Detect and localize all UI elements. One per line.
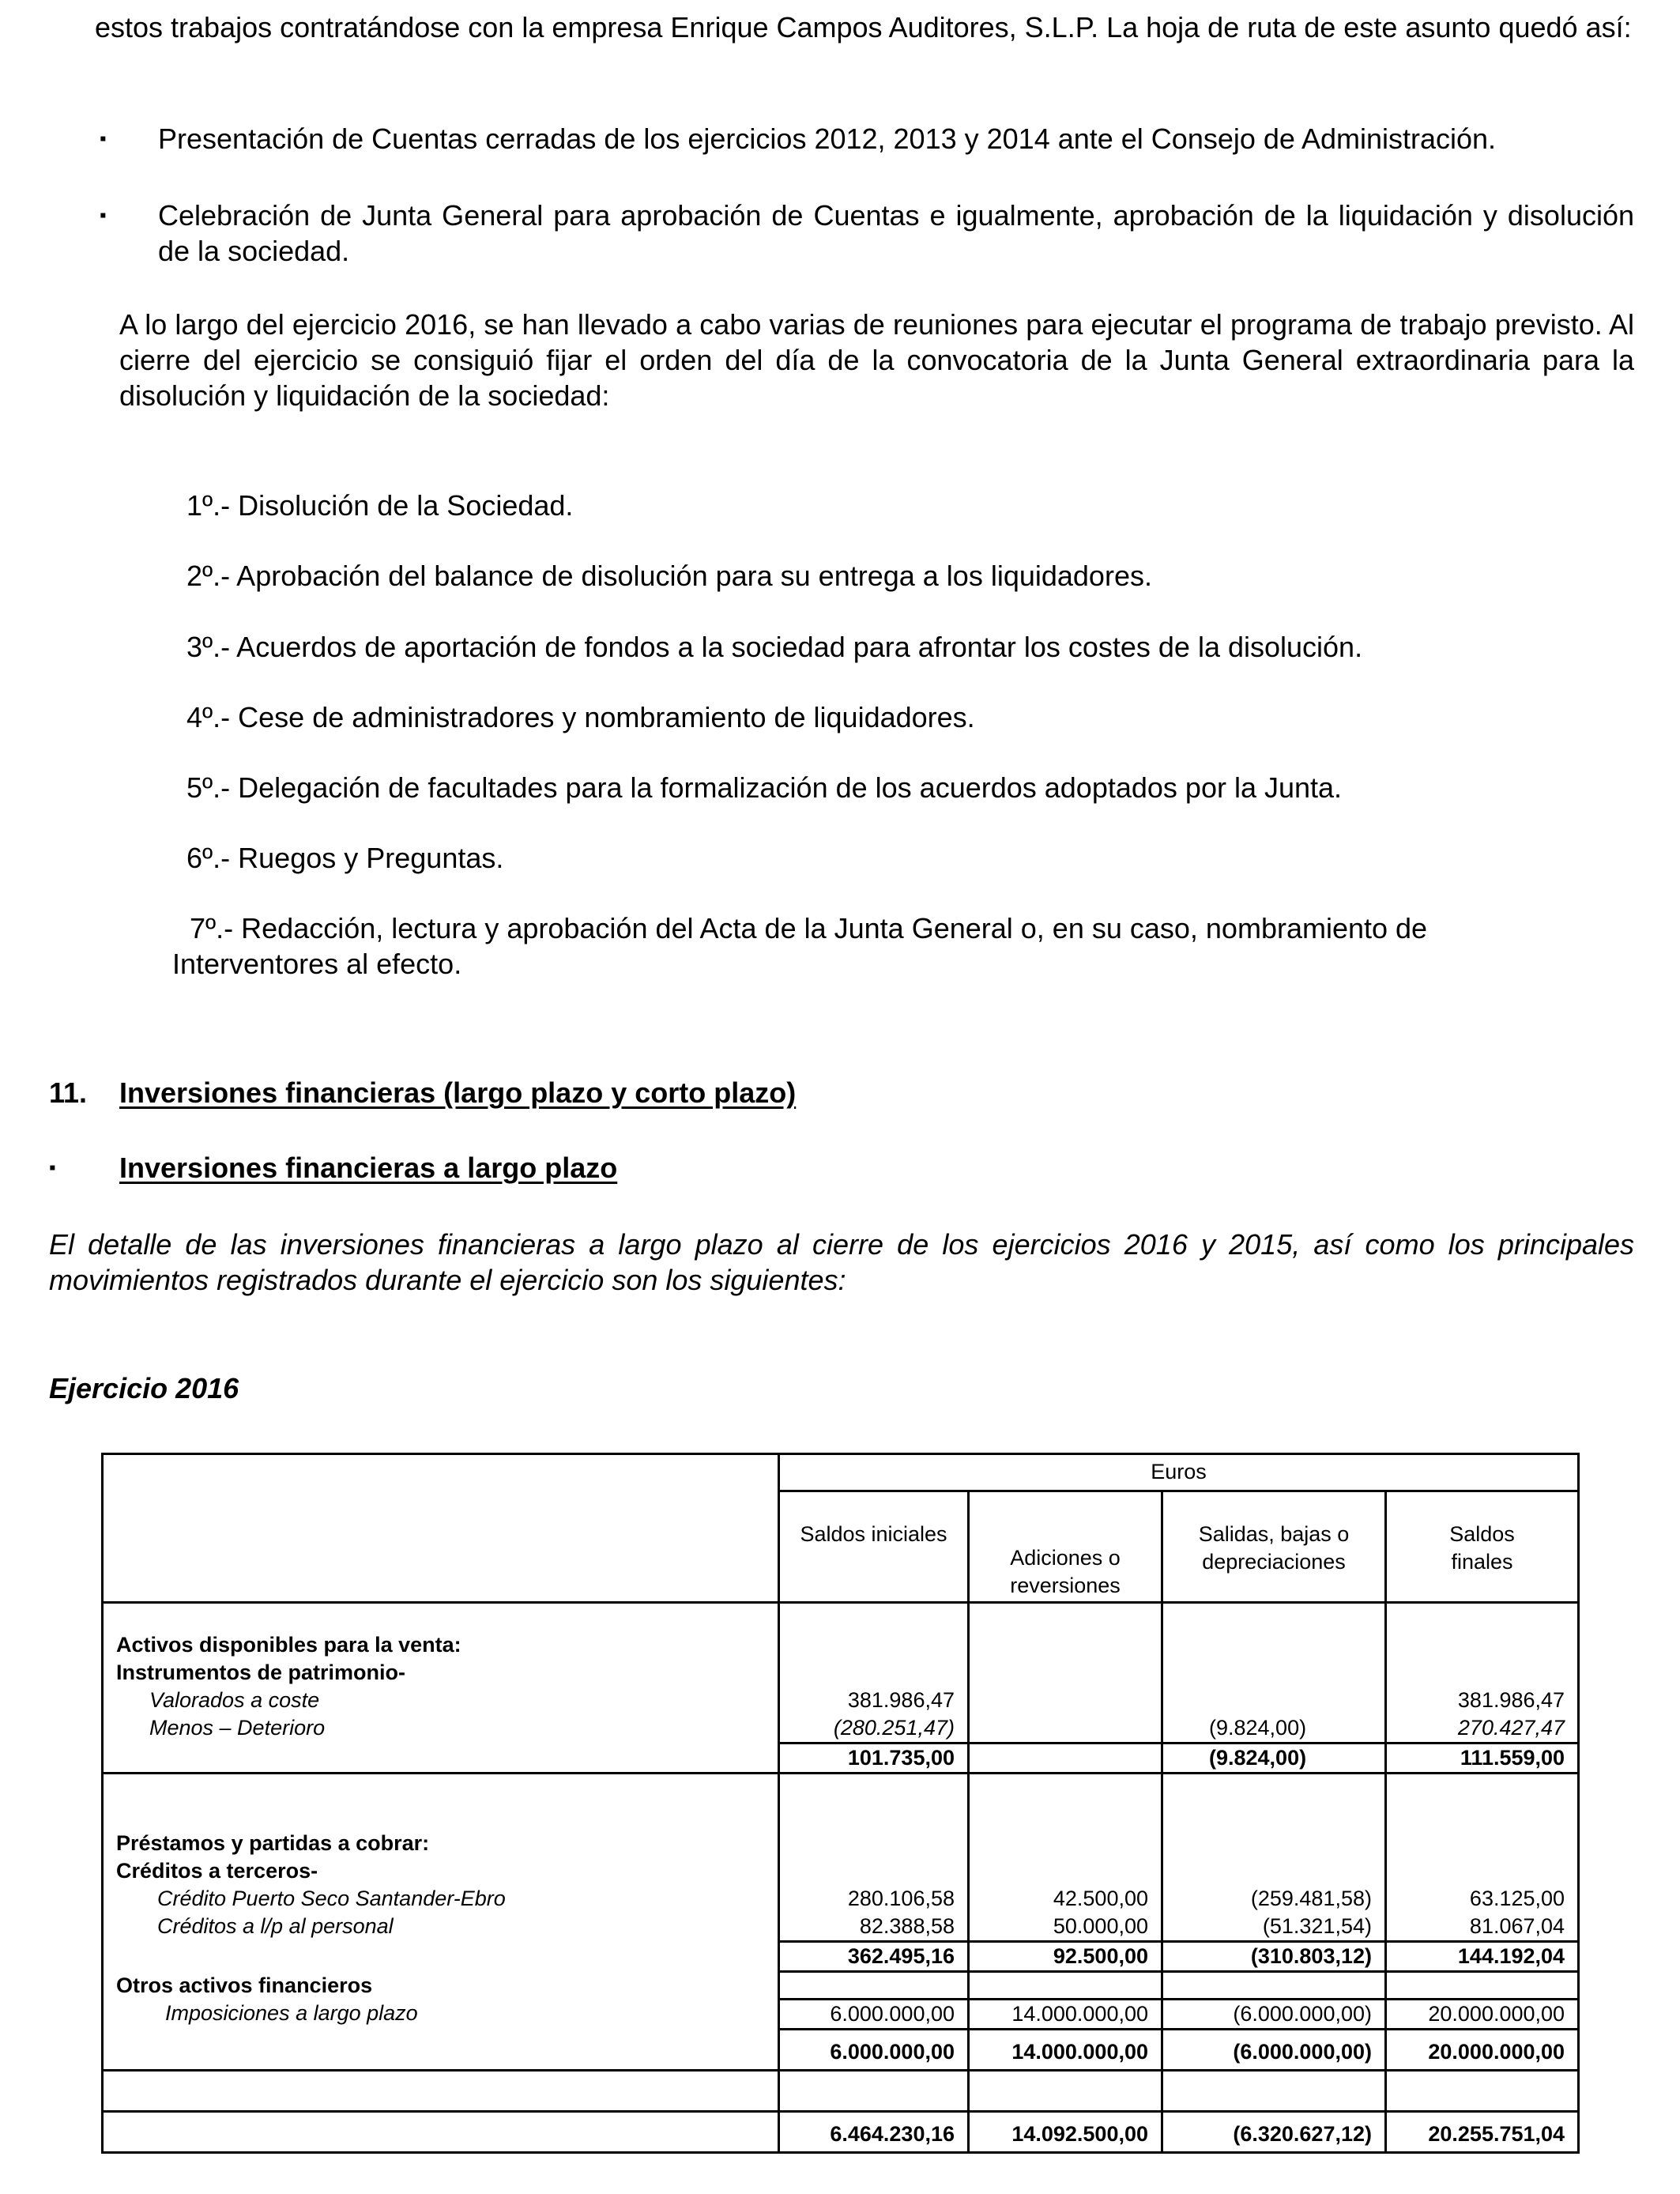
year-heading: Ejercicio 2016 xyxy=(49,1372,239,1404)
group-title: Préstamos y partidas a cobrar: xyxy=(103,1774,779,1858)
bullet-icon: ▪ xyxy=(100,128,107,149)
total-value: 20.255.751,04 xyxy=(1386,2112,1579,2153)
group-title: Otros activos financieros xyxy=(103,1972,779,2000)
agenda-item: 6º.- Ruegos y Preguntas. xyxy=(186,842,504,874)
column-header: Salidas, bajas o depreciaciones xyxy=(1162,1491,1386,1603)
bullet-icon: ▪ xyxy=(100,205,107,226)
agenda-item: 4º.- Cese de administradores y nombramiento de liquidadores. xyxy=(186,701,975,733)
row-label: Menos – Deterioro xyxy=(103,1714,779,1744)
agenda-item: 1º.- Disolución de la Sociedad. xyxy=(186,489,574,522)
subtotal-value: (9.824,00) xyxy=(1162,1744,1386,1774)
column-header: Adiciones o reversiones xyxy=(969,1491,1162,1603)
subsection-title: Inversiones financieras a largo plazo xyxy=(119,1152,618,1184)
row-label: Valorados a coste xyxy=(103,1687,779,1714)
bullet-item: Presentación de Cuentas cerradas de los ejercicios 2012, 2013 y 2014 ante el Consejo de Administración. xyxy=(158,123,1497,155)
cell-value: (259.481,58) xyxy=(1162,1885,1386,1913)
cell-value: (6.000.000,00) xyxy=(1162,2000,1386,2030)
cell-value: 81.067,04 xyxy=(1386,1913,1579,1942)
cell-value: (9.824,00) xyxy=(1162,1714,1386,1744)
subtotal-value: 14.000.000,00 xyxy=(969,2030,1162,2071)
cell-value: 280.106,58 xyxy=(779,1885,969,1913)
currency-header: Euros xyxy=(779,1454,1579,1491)
subtotal-value xyxy=(969,1744,1162,1774)
total-value: 6.464.230,16 xyxy=(779,2112,969,2153)
row-label: Créditos a l/p al personal xyxy=(103,1913,779,1942)
subtotal-value: 6.000.000,00 xyxy=(779,2030,969,2071)
group-subtitle: Créditos a terceros- xyxy=(103,1857,779,1885)
financial-investments-table xyxy=(101,1453,1580,2154)
bullet-item: Celebración de Junta General para aprobación de Cuentas e igualmente, aprobación de la liquidación y disolución de la sociedad. xyxy=(158,199,1634,267)
intro-paragraph: estos trabajos contratándose con la empresa Enrique Campos Auditores, S.L.P. La hoja de ruta de este asunto quedó así: xyxy=(95,11,1632,43)
section-number: 11. xyxy=(49,1076,88,1109)
subtotal-value: 20.000.000,00 xyxy=(1386,2030,1579,2071)
cell-value: 6.000.000,00 xyxy=(779,2000,969,2030)
cell-value: 270.427,47 xyxy=(1386,1714,1579,1744)
cell-value: 82.388,58 xyxy=(779,1913,969,1942)
header-blank xyxy=(103,1454,779,1603)
cell-value xyxy=(969,1687,1162,1714)
subtotal-value: 144.192,04 xyxy=(1386,1942,1579,1972)
cell-value: 50.000,00 xyxy=(969,1913,1162,1942)
subtotal-value: 111.559,00 xyxy=(1386,1744,1579,1774)
cell-value: (280.251,47) xyxy=(779,1714,969,1744)
cell-value: 14.000.000,00 xyxy=(969,2000,1162,2030)
group-title: Activos disponibles para la venta: xyxy=(103,1603,779,1660)
total-value: 14.092.500,00 xyxy=(969,2112,1162,2153)
agenda-item: 5º.- Delegación de facultades para la formalización de los acuerdos adoptados por la Junta. xyxy=(186,771,1343,804)
column-header: Saldos finales xyxy=(1386,1491,1579,1603)
cell-value: 381.986,47 xyxy=(779,1687,969,1714)
column-header: Saldos iniciales xyxy=(779,1491,969,1603)
total-value: (6.320.627,12) xyxy=(1162,2112,1386,2153)
section-description: El detalle de las inversiones financieras a largo plazo al cierre de los ejercicios 2016 y 2015, así como los principales movimientos registrados durante el ejercicio son los siguientes: xyxy=(49,1228,1634,1296)
section-title: Inversiones financieras (largo plazo y corto plazo) xyxy=(119,1076,797,1109)
agenda-item: 2º.- Aprobación del balance de disolución para su entrega a los liquidadores. xyxy=(186,560,1152,592)
cell-value: 20.000.000,00 xyxy=(1386,2000,1579,2030)
cell-value xyxy=(1162,1687,1386,1714)
bullet-icon: ▪ xyxy=(49,1157,56,1178)
intro-paragraph-2: A lo largo del ejercicio 2016, se han llevado a cabo varias de reuniones para ejecutar el programa de trabajo previsto. Al cierre del ejercicio se consiguió fijar el orden del día de la convocatoria de la Junta General extraordinaria para la disolución y liquidación de la sociedad: xyxy=(119,308,1634,412)
row-label: Crédito Puerto Seco Santander-Ebro xyxy=(103,1885,779,1913)
cell-value: (51.321,54) xyxy=(1162,1913,1386,1942)
row-label: Imposiciones a largo plazo xyxy=(103,2000,779,2030)
subtotal-value: (6.000.000,00) xyxy=(1162,2030,1386,2071)
cell-value xyxy=(969,1714,1162,1744)
cell-value: 63.125,00 xyxy=(1386,1885,1579,1913)
cell-value: 381.986,47 xyxy=(1386,1687,1579,1714)
subtotal-value: (310.803,12) xyxy=(1162,1942,1386,1972)
agenda-item: 7º.- Redacción, lectura y aprobación del Acta de la Junta General o, en su caso, nombramiento de Interventores al efecto. xyxy=(172,912,1428,980)
agenda-item: 3º.- Acuerdos de aportación de fondos a la sociedad para afrontar los costes de la disolución. xyxy=(186,631,1363,663)
group-subtitle: Instrumentos de patrimonio- xyxy=(103,1659,779,1687)
cell-value: 42.500,00 xyxy=(969,1885,1162,1913)
subtotal-value: 101.735,00 xyxy=(779,1744,969,1774)
subtotal-value: 92.500,00 xyxy=(969,1942,1162,1972)
subtotal-value: 362.495,16 xyxy=(779,1942,969,1972)
